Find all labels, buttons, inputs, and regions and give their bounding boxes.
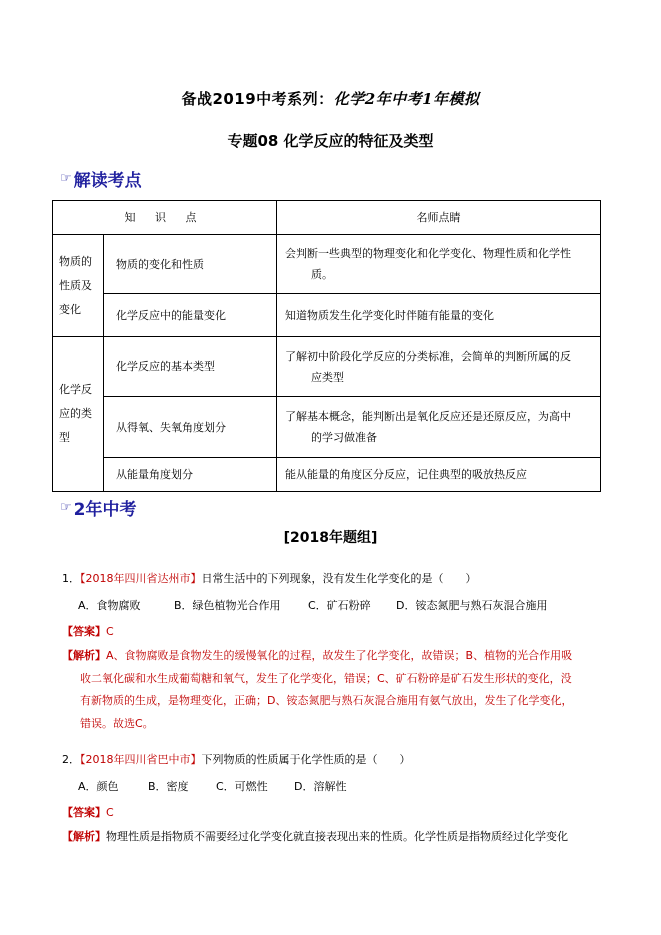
option-c: C．可燃性: [216, 780, 268, 793]
analysis-label: 【解析】: [62, 830, 106, 843]
tip-cell: 知道物质发生化学变化时伴随有能量的变化: [277, 294, 601, 337]
header-tips: 名师点睛: [277, 201, 601, 235]
document-title: [0, 88, 661, 109]
table-row: [53, 294, 601, 337]
tip-line: 的学习做准备: [311, 431, 377, 444]
question-1-options: [78, 597, 547, 613]
tip-cell: 能从能量的角度区分反应，记住典型的吸放热反应: [277, 458, 601, 492]
option-a: A．食物腐败: [78, 599, 141, 612]
option-b: B．绿色植物光合作用: [174, 599, 281, 612]
question-2-analysis: [62, 828, 622, 844]
section-two-years: [60, 495, 137, 520]
section-interpret: [60, 166, 142, 191]
table-row: [53, 337, 601, 397]
answer-value: C: [106, 806, 114, 819]
question-source: 【2018年四川省达州市】: [80, 572, 202, 585]
option-a: A．颜色: [78, 780, 119, 793]
question-1-stem: [62, 570, 477, 586]
knowledge-points-table: [52, 200, 601, 492]
table-row: [53, 235, 601, 294]
option-d: D．铵态氮肥与熟石灰混合施用: [396, 599, 548, 612]
question-1-analysis: [62, 645, 610, 735]
category-cell: [53, 337, 104, 492]
answer-value: C: [106, 625, 114, 638]
tip-line: 会判断一些典型的物理变化和化学变化、物理性质和化学性: [285, 247, 571, 260]
category-line: 变化: [59, 302, 81, 316]
table-header-row: [53, 201, 601, 235]
tip-cell: [277, 235, 601, 294]
option-d: D．溶解性: [294, 780, 347, 793]
answer-label: 【答案】: [62, 806, 106, 819]
group-title: [2018年题组]: [283, 530, 378, 546]
tip-line: 质。: [311, 268, 333, 281]
knowledge-point-cell: 化学反应中的能量变化: [104, 294, 277, 337]
tip-line: 了解初中阶段化学反应的分类标准，会简单的判断所属的反: [285, 349, 571, 363]
category-cell: [53, 235, 104, 337]
analysis-line: 错误。故选C。: [80, 716, 154, 730]
question-2-answer: [62, 804, 114, 820]
tip-cell: [277, 337, 601, 397]
analysis-line: A、食物腐败是食物发生的缓慢氧化的过程，故发生了化学变化，故错误；B、植物的光合作用吸: [106, 649, 573, 662]
knowledge-point-cell: 从得氧、失氧角度划分: [104, 397, 277, 458]
question-2-stem: [62, 751, 411, 767]
knowledge-point-cell: 从能量角度划分: [104, 458, 277, 492]
question-text: 下列物质的性质属于化学性质的是（ ）: [201, 753, 411, 766]
topic-subtitle: 专题08 化学反应的特征及类型: [227, 132, 434, 150]
question-number: 1．: [62, 572, 80, 585]
category-line: 性质及: [59, 278, 92, 292]
category-line: 型: [59, 431, 70, 444]
knowledge-point-cell: 化学反应的基本类型: [104, 337, 277, 397]
title-series: 化学2年中考1年模拟: [333, 90, 480, 108]
analysis-line: 有新物质的生成，是物理变化，正确；D、铵态氮肥与熟石灰混合施用有氨气放出，发生了化学变化，: [80, 694, 573, 707]
category-line: 物质的: [59, 254, 92, 268]
section-two-years-label: 2年中考: [73, 500, 137, 520]
table-row: [53, 458, 601, 492]
answer-label: 【答案】: [62, 625, 106, 638]
question-number: 2．: [62, 753, 80, 766]
category-line: 化学反: [59, 383, 92, 396]
pointing-hand-icon: ☞: [60, 171, 72, 186]
category-line: 应的类: [59, 407, 92, 420]
header-knowledge: 知 识 点: [53, 201, 277, 235]
tip-cell: [277, 397, 601, 458]
table-row: [53, 397, 601, 458]
section-interpret-label: 解读考点: [73, 171, 142, 191]
option-b: B．密度: [148, 780, 189, 793]
question-1-answer: [62, 623, 114, 639]
knowledge-point-cell: 物质的变化和性质: [104, 235, 277, 294]
analysis-line: 收二氧化碳和水生成葡萄糖和氧气，发生了化学变化，错误；C、矿石粉碎是矿石发生形状的变化，没: [80, 671, 572, 685]
pointing-hand-icon: ☞: [60, 500, 72, 515]
question-text: 日常生活中的下列现象，没有发生化学变化的是（ ）: [201, 572, 477, 585]
title-prefix: 备战2019中考系列：: [181, 90, 334, 108]
option-c: C．矿石粉碎: [308, 599, 371, 612]
analysis-label: 【解析】: [62, 649, 106, 662]
analysis-text: 物理性质是指物质不需要经过化学变化就直接表现出来的性质。化学性质是指物质经过化学变化: [106, 830, 568, 843]
question-source: 【2018年四川省巴中市】: [80, 753, 202, 766]
tip-line: 了解基本概念，能判断出是氧化反应还是还原反应，为高中: [285, 410, 571, 423]
question-2-options: [78, 778, 346, 794]
tip-line: 应类型: [311, 370, 344, 384]
